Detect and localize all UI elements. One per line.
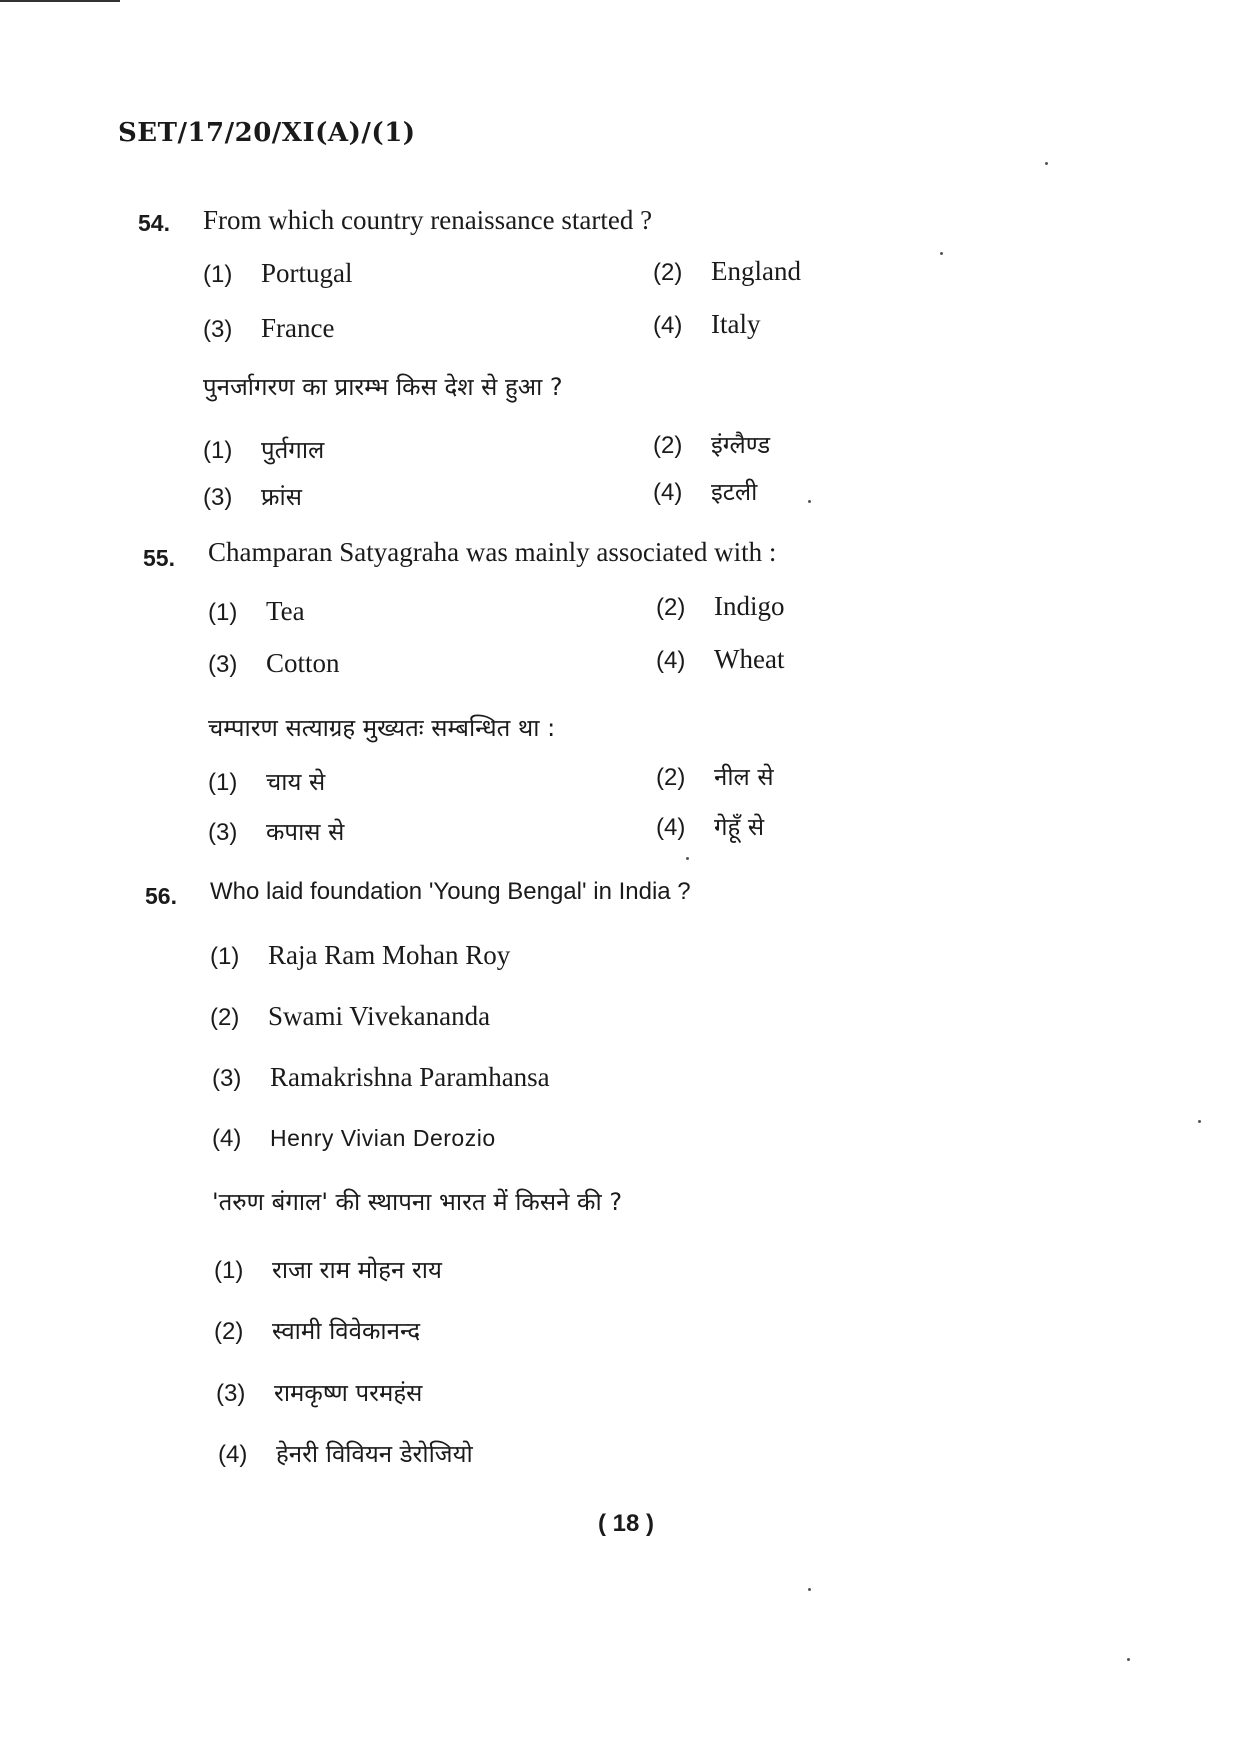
option-number: (2) (656, 594, 686, 621)
scan-speck (1045, 162, 1048, 165)
option-number: (2) (656, 764, 686, 791)
option-4-hi (218, 1437, 473, 1470)
scan-speck (808, 1588, 811, 1591)
option-number: (2) (210, 1004, 240, 1031)
option-text: Portugal (261, 258, 353, 288)
page-number: ( 18 ) (598, 1510, 655, 1537)
option-number: (4) (653, 479, 683, 506)
option-text: Swami Vivekananda (268, 1001, 491, 1031)
question-number: 55. (143, 545, 175, 571)
option-1-hi (203, 433, 324, 466)
option-2-en (656, 591, 785, 622)
option-3-hi (203, 480, 302, 513)
option-text: Tea (266, 596, 305, 626)
option-number: (2) (653, 432, 683, 459)
option-2-hi (656, 760, 774, 793)
option-1-hi (208, 765, 325, 798)
option-text: इटली (711, 478, 758, 506)
option-number: (2) (214, 1318, 244, 1345)
option-number: (4) (653, 312, 683, 339)
option-number: (1) (208, 599, 238, 626)
option-3-hi (216, 1376, 422, 1409)
option-number: (4) (218, 1441, 248, 1468)
option-4-en (656, 644, 784, 675)
option-2-en (210, 1001, 490, 1032)
option-1-hi (214, 1253, 442, 1286)
paper-code: SET/17/20/XI(A)/(1) (118, 118, 416, 148)
option-2-hi (214, 1314, 420, 1347)
option-number: (3) (208, 651, 238, 678)
option-number: (1) (203, 437, 233, 464)
option-2-hi (653, 428, 770, 461)
option-number: (4) (656, 647, 686, 674)
option-text: नील से (714, 763, 774, 791)
option-text: Ramakrishna Paramhansa (270, 1062, 550, 1092)
option-1-en (208, 596, 305, 627)
option-text: फ्रांस (261, 483, 302, 511)
scan-speck (1198, 1120, 1201, 1123)
scan-speck (686, 857, 689, 860)
option-number: (1) (203, 261, 233, 288)
question-text-hi: 'तरुण बंगाल' की स्थापना भारत में किसने की ? (212, 1188, 623, 1216)
option-text: Italy (711, 309, 761, 339)
option-number: (4) (212, 1125, 242, 1152)
scan-speck (1127, 1658, 1130, 1661)
option-1-en (210, 940, 510, 971)
option-number: (3) (212, 1065, 242, 1092)
option-4-hi (653, 475, 757, 508)
option-text: Wheat (714, 644, 785, 674)
option-number: (3) (216, 1380, 246, 1407)
option-number: (3) (203, 484, 233, 511)
question-number: 56. (145, 883, 177, 909)
question-text-en: Who laid foundation 'Young Bengal' in India ? (210, 878, 691, 905)
option-4-en (653, 309, 760, 340)
option-text: इंग्लैण्ड (711, 431, 771, 459)
option-text: Henry Vivian Derozio (270, 1125, 496, 1151)
option-number: (3) (203, 316, 233, 343)
option-3-hi (208, 815, 344, 848)
option-text: हेनरी विवियन डेरोजियो (276, 1440, 473, 1468)
option-number: (1) (210, 943, 240, 970)
option-text: गेहूँ से (714, 813, 765, 841)
option-number: (1) (208, 769, 238, 796)
option-text: रामकृष्ण परमहंस (274, 1379, 423, 1407)
option-text: कपास से (266, 818, 345, 846)
question-text-en: From which country renaissance started ? (203, 205, 653, 235)
question-number: 54. (138, 210, 170, 236)
scan-speck (808, 500, 811, 503)
question-text-en: Champaran Satyagraha was mainly associated with : (208, 537, 777, 567)
scan-speck (940, 252, 943, 255)
option-number: (4) (656, 814, 686, 841)
option-number: (2) (653, 259, 683, 286)
option-text: पुर्तगाल (261, 436, 325, 464)
option-text: स्वामी विवेकानन्द (272, 1317, 421, 1345)
option-text: Raja Ram Mohan Roy (268, 940, 511, 970)
option-text: राजा राम मोहन राय (272, 1256, 442, 1284)
question-text-hi: पुनर्जागरण का प्रारम्भ किस देश से हुआ ? (203, 373, 563, 401)
question-text-hi: चम्पारण सत्याग्रह मुख्यतः सम्बन्धित था : (208, 714, 556, 742)
option-3-en (208, 648, 340, 679)
option-text: चाय से (266, 768, 326, 796)
option-2-en (653, 256, 801, 287)
option-text: Indigo (714, 591, 785, 621)
scan-edge-mark (0, 0, 120, 2)
option-number: (1) (214, 1257, 244, 1284)
option-1-en (203, 258, 353, 289)
option-4-en (212, 1122, 496, 1153)
option-number: (3) (208, 819, 238, 846)
option-text: France (261, 313, 335, 343)
option-3-en (203, 313, 334, 344)
option-3-en (212, 1062, 550, 1093)
option-text: England (711, 256, 801, 286)
option-4-hi (656, 810, 764, 843)
option-text: Cotton (266, 648, 340, 678)
